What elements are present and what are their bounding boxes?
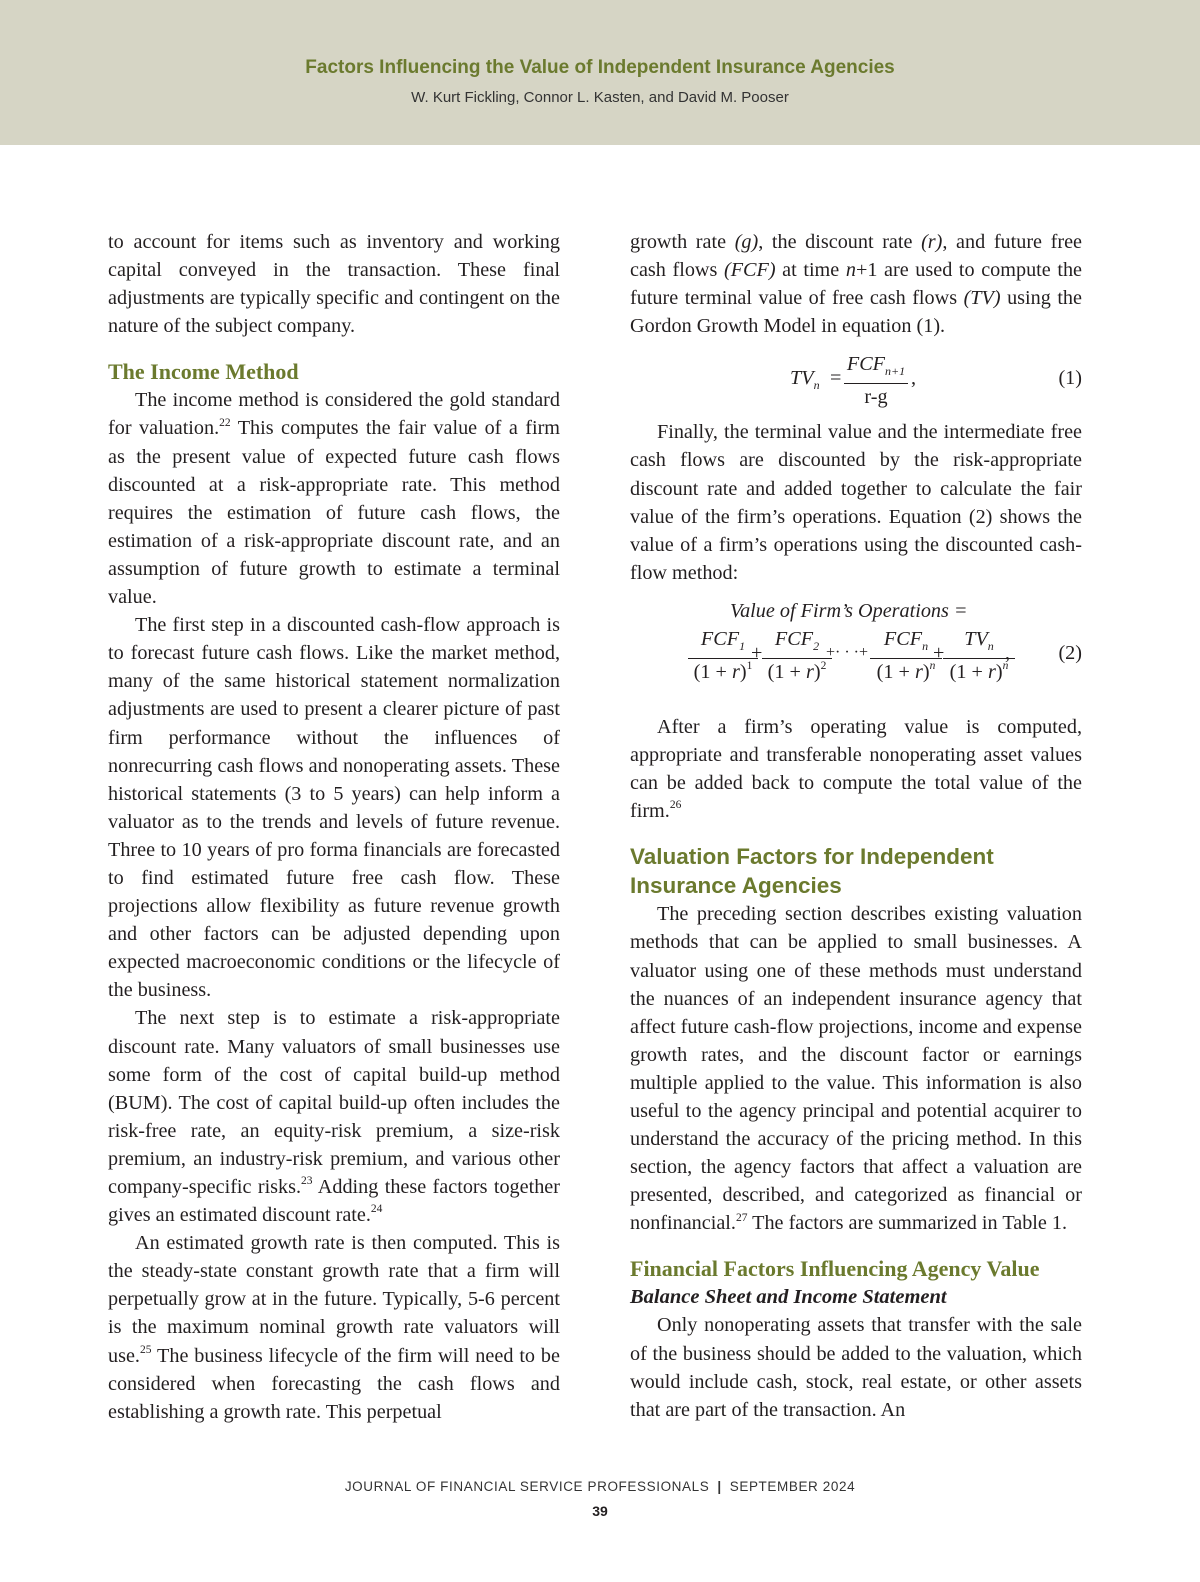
paragraph: The next step is to estimate a risk-appropriate discount rate. Many valuators of small businesses use some form of the cost of capital build-up method (BUM). The cost of capital build-up often includes the risk-free rate, an equity-risk premium, a size-risk premium, an industry-risk premium, and various other company-specific risks.$^{23}$ Adding these factors together gives an estimated discount rate.$^{24}$ (108, 1007, 560, 1227)
footnote-ref: 22 (219, 416, 231, 429)
section-heading-financial-factors: Financial Factors Influencing Agency Value (630, 1256, 1040, 1282)
page-number: 39 (592, 1503, 608, 1519)
eq2-label: Value of Firm’s Operations = (730, 599, 968, 622)
eq2-term-3: $FCF_n$ $(1 + r)^n$ (870, 627, 942, 685)
left-column (108, 228, 560, 1426)
paragraph: The preceding section describes existing valuation methods that can be applied to small businesses. A valuator using one of these methods must understand the nuances of an independent insurance agency that affect future cash-flow projections, income and expense growth rates, and the discount factor or earnings multiple applied to the value. This information is also useful to the agency principal and potential acquirer to understand the accuracy of the pricing method. In this section, the agency factors that affect a valuation are presented, described, and categorized as financial or nonfinancial.$^{27}$ The factors are summarized in Table 1. (630, 903, 1082, 1235)
footnote-ref: 26 (669, 799, 682, 812)
paragraph: to account for items such as inventory and working capital conveyed in the transaction. These final adjustments are typically specific and contingent on the nature of the subject company. (108, 231, 560, 338)
eq2-term-4: $TV_n$ $(1 + r)^n$ (943, 627, 1015, 685)
eq2-term-1: $FCF_1$ $(1 + r)^1$ (688, 627, 758, 685)
eq1-fraction: $FCF_{n+1}$ r-g (844, 352, 908, 410)
eq2-term-2: $FCF_2$ $(1 + r)^2$ (762, 627, 832, 685)
footnote-ref: 24 (370, 1203, 383, 1216)
footnote-ref: 25 (139, 1343, 152, 1356)
subsection-heading-balance-sheet: Balance Sheet and Income Statement (630, 1286, 947, 1309)
footnote-ref: 23 (301, 1175, 313, 1188)
footnote-ref: 27 (735, 1211, 748, 1224)
section-heading-valuation-factors: Valuation Factors for Independent Insurance Agencies (630, 844, 994, 898)
issue-date: SEPTEMBER 2024 (729, 1479, 856, 1494)
equation-2: Value of Firm’s Operations = $FCF_1$ $(1 + r)^1$ + $FCF_2$ $(1 + r)^2$ +· · ·+ $FCF_n$ $(1 + r)^n$ + $TV_n$ $(1 + r)^n$ , (2) (630, 597, 1082, 697)
article-title: Factors Influencing the Value of Independent Insurance Agencies (305, 57, 895, 78)
paragraph: Only nonoperating assets that transfer with the sale of the business should be added to the valuation, which would include cash, stock, real estate, or other assets that are part of the transaction. An (630, 1314, 1082, 1421)
equation-number-1: (1) (1058, 367, 1082, 390)
paragraph: The income method is considered the gold standard for valuation.$^{22}$ This computes the fair value of a firm as the present value of expected future cash flows discounted at a risk-appropriate rate. This method requires the estimation of future cash flows, the estimation of a risk-appropriate discount rate, and an assumption of future growth to estimate a terminal value. (108, 389, 560, 609)
equation-number-2: (2) (1058, 641, 1082, 664)
eq1-equals: = (830, 367, 842, 390)
journal-name: JOURNAL OF FINANCIAL SERVICE PROFESSIONALS (344, 1479, 710, 1494)
paragraph: The first step in a discounted cash-flow approach is to forecast future cash flows. Like the market method, many of the same historical statement normalization adjustments are used to present a clearer picture of past firm performance without the influences of nonrecurring cash flows and nonoperating assets. These historical statements (3 to 5 years) can help inform a valuator as to the trends and levels of future revenue. Three to 10 years of pro forma financials are forecasted to find estimated future free cash flow. These projections allow flexibility as future revenue growth and other factors can be adjusted depending upon expected macroeconomic conditions or the lifecycle of the business. (108, 614, 560, 1002)
footer-journal-line (0, 1479, 1200, 1494)
right-column (630, 228, 1082, 1424)
paragraph: After a firm’s operating value is computed, appropriate and transferable nonoperating asset values can be added back to compute the total value of the firm.$^{26}$ (630, 715, 1082, 823)
equation-1: $TV_n$ = $FCF_{n+1}$ r-g , (1) (790, 353, 1082, 409)
footer-separator: | (717, 1479, 722, 1494)
section-heading-income-method: The Income Method (108, 359, 299, 385)
eq1-lhs: $TV_n$ (790, 367, 820, 393)
paragraph: Finally, the terminal value and the intermediate free cash flows are discounted by the risk-appropriate discount rate and added together to calculate the fair value of the firm’s operations. Equation (2) shows the value of a firm’s operations using the discounted cash-flow method: (630, 421, 1082, 584)
paragraph: growth rate (g), the discount rate (r), and future free cash flows (FCF) at time n+1 are used to compute the future terminal value of free cash flows (TV) using the Gordon Growth Model in equation (1). (630, 231, 1083, 338)
article-authors: W. Kurt Fickling, Connor L. Kasten, and David M. Pooser (411, 89, 789, 106)
paragraph: An estimated growth rate is then computed. This is the steady-state constant growth rate that a firm will perpetually grow at in the future. Typically, 5-6 percent is the maximum nominal growth rate valuators will use.$^{25}$ The business lifecycle of the firm will need to be considered when forecasting the cash flows and establishing a growth rate. This perpetual (108, 1232, 560, 1423)
